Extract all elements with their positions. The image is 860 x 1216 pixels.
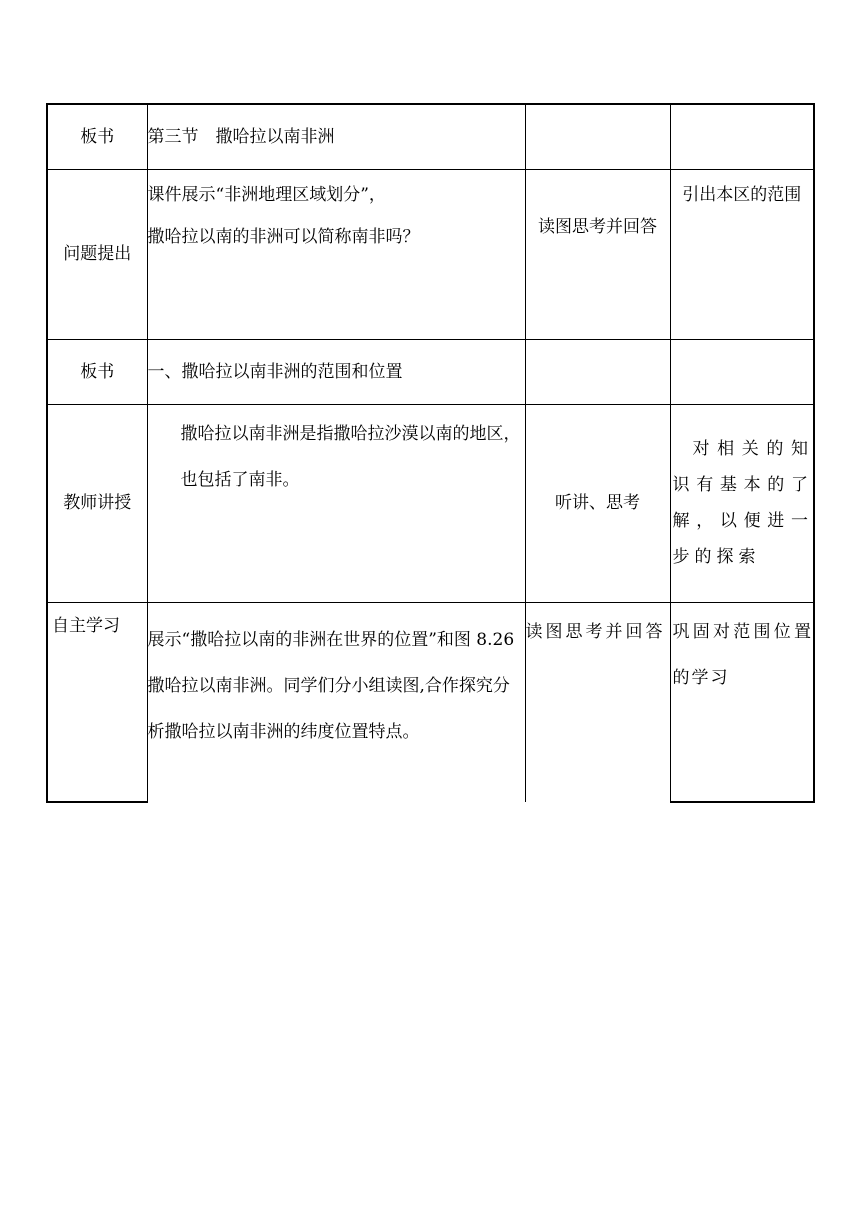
table-row [47,404,814,602]
table-row [47,339,814,404]
row-content [147,404,525,602]
row-activity: 读图思考并回答 [525,602,670,802]
content-line: 撒哈拉以南的非洲可以简称南非吗？ [147,226,420,247]
content-line: 撒哈拉以南非洲是指撒哈拉沙漠以南的地区，也包括了南非。 [180,423,521,490]
row-activity [525,104,670,169]
row-purpose: 引出本区的范围 [670,169,814,339]
row-activity [525,339,670,404]
table-row [47,104,814,169]
row-label: 板书 [47,339,147,404]
row-content [147,169,525,339]
row-content [147,104,525,169]
lesson-plan-table [46,103,815,803]
row-activity: 听讲、思考 [525,404,670,602]
row-content [147,339,525,404]
row-purpose: 对相关的知识有基本的了解，以便进一步的探索 [670,404,814,602]
content-line: 课件展示“非洲地理区域划分”， [147,184,386,205]
row-label: 问题提出 [47,169,147,339]
row-purpose: 巩固对范围位置的学习 [670,602,814,802]
content-line: 展示“撒哈拉以南的非洲在世界的位置”和图 8.26 撒哈拉以南非洲。同学们分小组读图,合作探究分析撒哈拉以南非洲的纬度位置特点。 [147,629,515,742]
row-purpose [670,104,814,169]
row-label: 板书 [47,104,147,169]
row-content [147,602,525,802]
row-label: 教师讲授 [47,404,147,602]
content-line: 一、撒哈拉以南非洲的范围和位置 [147,361,403,382]
row-activity: 读图思考并回答 [525,169,670,339]
row-purpose [670,339,814,404]
content-line: 第三节 撒哈拉以南非洲 [147,126,335,147]
table-row [47,602,814,802]
table-row [47,169,814,339]
row-label: 自主学习 [47,602,147,802]
